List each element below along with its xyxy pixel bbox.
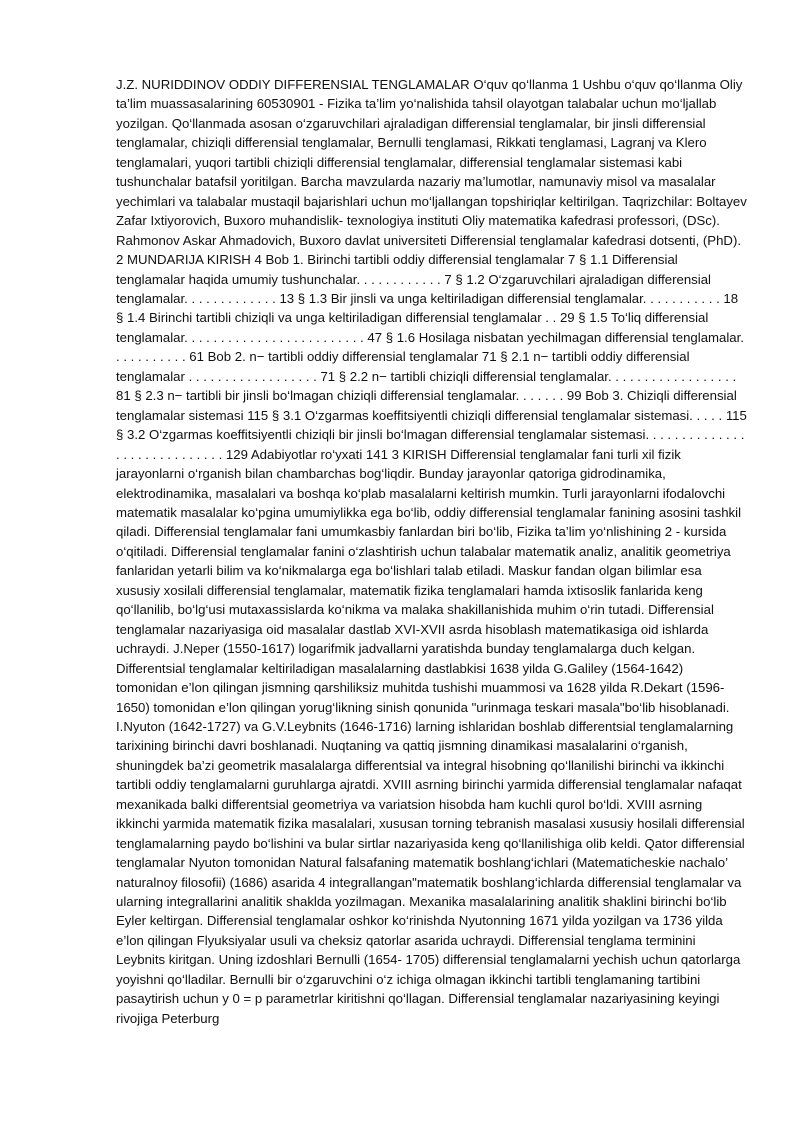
- body-text: J.Z. NURIDDINOV ODDIY DIFFERENSIAL TENGLAMALAR O‘quv qo‘llanma 1 Ushbu o‘quv qo‘llanma Oliy ta’lim muassasalarining 60530901 - Fizika ta’lim yo‘nalishida tahsil olayotgan talabalar uchun mo‘ljallab yozilgan. Qo‘llanmada asosan o‘zgaruvchilari ajraladigan differensial tenglamalar, bir jinsli differensial tenglamalar, chiziqli differensial tenglamalar, Bernulli tenglamasi, Rikkati tenglamasi, Lagranj va Klero tenglamalari, yuqori tartibli chiziqli differensial tenglamalar, differensial tenglamalar sistemasi kabi tushunchalar batafsil yoritilgan. Barcha mavzularda nazariy ma’lumotlar, namunaviy misol va masalalar yechimlari va talabalar mustaqil bajarishlari uchun mo‘ljallangan topshiriqlar keltirilgan. Taqrizchilar: Boltayev Zafar Ixtiyorovich, Buxoro muhandislik- texnologiya instituti Oliy matematika kafedrasi professori, (DSc). Rahmonov Askar Ahmadovich, Buxoro davlat universiteti Differensial tenglamalar kafedrasi dotsenti, (PhD). 2 MUNDARIJA KIRISH 4 Bob 1. Birinchi tartibli oddiy differensial tenglamalar 7 § 1.1 Differensial tenglamalar haqida umumiy tushunchalar. . . . . . . . . . . . 7 § 1.2 O‘zgaruvchilari ajraladigan differensial tenglamalar. . . . . . . . . . . . . 13 § 1.3 Bir jinsli va unga keltiriladigan differensial tenglamalar. . . . . . . . . . . 18 § 1.4 Birinchi tartibli chiziqli va unga keltiriladigan differensial tenglamalar . . 29 § 1.5 To‘liq differensial tenglamalar. . . . . . . . . . . . . . . . . . . . . . . . . 47 § 1.6 Hosilaga nisbatan yechilmagan differensial tenglamalar. . . . . . . . . . . 61 Bob 2. n− tartibli oddiy differensial tenglamalar 71 § 2.1 n− tartibli oddiy differensial tenglamalar . . . . . . . . . . . . . . . . . . 71 § 2.2 n− tartibli chiziqli differensial tenglamalar. . . . . . . . . . . . . . . . . . 81 § 2.3 n− tartibli bir jinsli bo‘lmagan chiziqli differensial tenglamalar. . . . . . . 99 Bob 3. Chiziqli differensial tenglamalar sistemasi 115 § 3.1 O‘zgarmas koeffitsiyentli chiziqli differensial tenglamalar sistemasi. . . . . 115 § 3.2 O‘zgarmas koeffitsiyentli chiziqli bir jinsli bo‘lmagan differensial tenglamalar sistemasi. . . . . . . . . . . . . . . . . . . . . . . . . . . . . 129 Adabiyotlar ro‘yxati 141 3 KIRISH Differensial tenglamalar fani turli xil fizik jarayonlarni o‘rganish bilan chambarchas bog‘liqdir. Bunday jarayonlar qatoriga gidrodinamika, elektrodinamika, masalalari va boshqa ko‘plab masalalarni keltirish mumkin. Turli jarayonlarni ifodalovchi matematik masalalar ko‘pgina umumiylikka ega bo‘lib, oddiy differensial tenglamalar fanining asosini tashkil qiladi. Differensial tenglamalar fani umumkasbiy fanlardan biri bo‘lib, Fizika ta’lim yo‘nlishining 2 - kursida o‘qitiladi. Differensial tenglamalar fanini o‘zlashtirish uchun talabalar matematik analiz, analitik geometriya fanlaridan yetarli bilim va ko‘nikmalarga ega bo‘lishlari talab etiladi. Maskur fandan olgan bilimlar esa xususiy xosilali differensial tenglamalar, matematik fizika tenglamalari hamda ixtisoslik fanlarida keng qo‘llanilib, bo‘lg‘usi mutaxassislarda ko‘nikma va malaka shakillanishida muhim o‘rin tutadi. Differensial tenglamalar nazariyasiga oid masalalar dastlab XVI-XVII asrda hisoblash matematikasiga oid ishlarda uchraydi. J.Neper (1550-1617) logarifmik jadvallarni yaratishda bunday tenglamalarga duch kelgan. Differentsial tenglamalar keltiriladigan masalalarning dastlabkisi 1638 yilda G.Galiley (1564-1642) tomonidan e’lon qilingan jismning qarshiliksiz muhitda tushishi muammosi va 1628 yilda R.Dekart (1596-1650) tomonidan e’lon qilingan yorug‘likning sinish qonunida "urinmaga teskari masala"bo‘lib hisoblanadi. I.Nyuton (1642-1727) va G.V.Leybnits (1646-1716) larning ishlaridan boshlab differentsial tenglamalarning tarixining birinchi davri boshlanadi. Nuqtaning va qattiq jismning dinamikasi masalalarini o‘rganish, shuningdek ba’zi geometrik masalalarga differentsial va integral hisobning qo‘llanilishi birinchi va ikkinchi tartibli oddiy tenglamalarni guruhlarga ajratdi. XVIII asrning birinchi yarmida differensial tenglamalar nafaqat mexanikada balki differentsial geometriya va variatsion hisobda ham kuchli qurol bo‘ldi. XVIII asrning ikkinchi yarmida matematik fizika masalalari, xususan torning tebranish masalasi xususiy hosilali differensial tenglamalarning paydo bo‘lishini va bular sirtlar nazariyasida keng qo‘llanilishiga olib keldi. Qator differensial tenglamalar Nyuton tomonidan Natural falsafaning matematik boshlang‘ichlari (Matematicheskie nachalo’ naturalnoy filosofii) (1686) asarida 4 integrallangan"matematik boshlang‘ichlarda differensial tenglamalar va ularning integrallarini analitik shaklda yozilmagan. Mexanika masalalarining analitik shaklini birinchi bo‘lib Eyler keltirgan. Differensial tenglamalar oshkor ko‘rinishda Nyutonning 1671 yilda yozilgan va 1736 yilda e’lon qilingan Flyuksiyalar usuli va cheksiz qatorlar asarida uchraydi. Differensial tenglama terminini Leybnits kiritgan. Uning izdoshlari Bernulli (1654- 1705) differensial tenglamalarni yechish uchun qatorlarga yoyishni qo‘lladilar. Bernulli bir o‘zgaruvchini o‘z ichiga olmagan ikkinchi tartibli tenglamaning tartibini pasaytirish uchun y 0 = p parametrlar kiritishni qo‘llagan. Differensial tenglamalar nazariyasining keyingi rivojiga Peterburg: [116, 77, 747, 1026]
